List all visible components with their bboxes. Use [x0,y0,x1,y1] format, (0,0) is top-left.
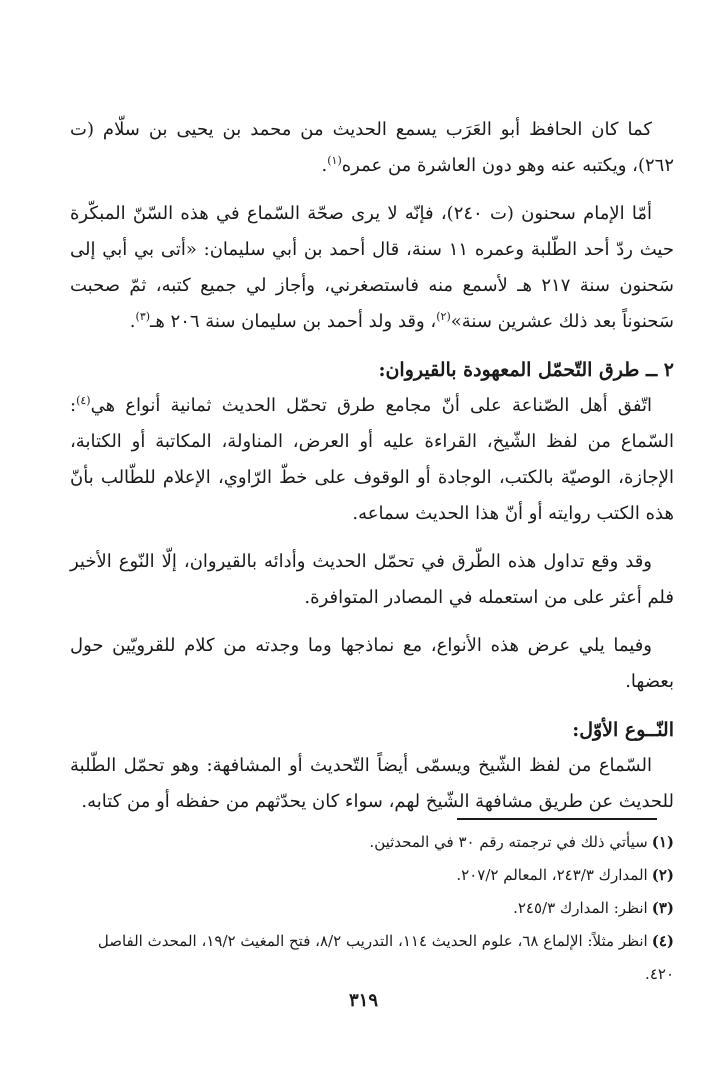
footnote-2: (٢)المدارك ٢٤٣/٣، المعالم ٢٠٧/٢. [456,866,674,884]
section-heading-first-type: النّــوع الأوّل: [572,719,674,741]
footnote-1: (١)سيأتي ذلك في ترجمته رقم ٣٠ في المحدثين. [369,833,674,851]
footnote-4: (٤)انظر مثلاً: الإلماع ٦٨، علوم الحديث ١١٤، التدريب ٨/٢، فتح المغيث ١٩/٢، المحدث الفاصل ٤٢٠. [97,932,674,983]
paragraph-presentation: وفيما يلي عرض هذه الأنواع، مع نماذجها وما وجدته من كلام للقرويّين حول بعضها. [70,635,674,692]
footnote-ref-2[interactable]: (٢) [436,310,451,323]
paragraph-abu-al-arab: كما كان الحافظ أبو العَرَب يسمع الحديث من محمد بن يحيى بن سلّام (ت ٢٦٢)، ويكتبه عنه وهو دون العاشرة من عمره$^{(١)}$. [70,119,674,176]
footnote-ref-1[interactable]: (١) [327,154,342,167]
main-text [70,112,674,832]
footnotes [70,826,674,991]
page-number: ٣١٩ [348,990,378,1011]
footnote-3: (٣)انظر: المدارك ٢٤٥/٣. [513,899,674,917]
paragraph-sahnun: أمّا الإمام سحنون (ت ٢٤٠)، فإنّه لا يرى صحّة السّماع في هذه السّنّ المبكّرة حيث ردّ أحد الطّلبة وعمره ١١ سنة، قال أحمد بن أبي سليمان: «أتى بي أبي إلى سَحنون سنة ٢١٧ هـ لأسمع منه فاستصغرني، وأجاز لي جميع كتبه، ثمّ صحبت سَحنوناً بعد ذلك عشرين سنة»$^{(٢)}$، وقد ولد أحمد بن سليمان سنة ٢٠٦ هـ$^{(٣)}$. [70,203,674,332]
footnote-separator [457,818,657,820]
paragraph-eight-types: اتّفق أهل الصّناعة على أنّ مجامع طرق تحمّل الحديث ثمانية أنواع هي$^{(٤)}$: السّماع من لفظ الشّيخ، القراءة عليه أو العرض، المناولة، المكاتبة أو الكتابة، الإجازة، الوصيّة بالكتب، الوجادة أو الوقوف على خطّ الرّاوي، الإعلام للطّالب بأنّ هذه الكتب روايته أو أنّ هذا الحديث سماعه. [70,394,674,524]
section-heading-methods: ٢ ــ طرق التّحمّل المعهودة بالقيروان: [378,359,674,381]
paragraph-sama: السّماع من لفظ الشّيخ ويسمّى أيضاً التّحديث أو المشافهة: وهو تحمّل الطّلبة للحديث عن طريق مشافهة الشّيخ لهم، سواء كان يحدّثهم من حفظه أو من كتابه. [70,755,674,812]
paragraph-usage-qayrawan: وقد وقع تداول هذه الطّرق في تحمّل الحديث وأدائه بالقيروان، إلّا النّوع الأخير فلم أعثر على من استعمله في المصادر المتوافرة. [70,551,674,608]
footnote-ref-4[interactable]: (٤) [76,394,91,407]
footnote-ref-3[interactable]: (٣) [135,310,151,323]
